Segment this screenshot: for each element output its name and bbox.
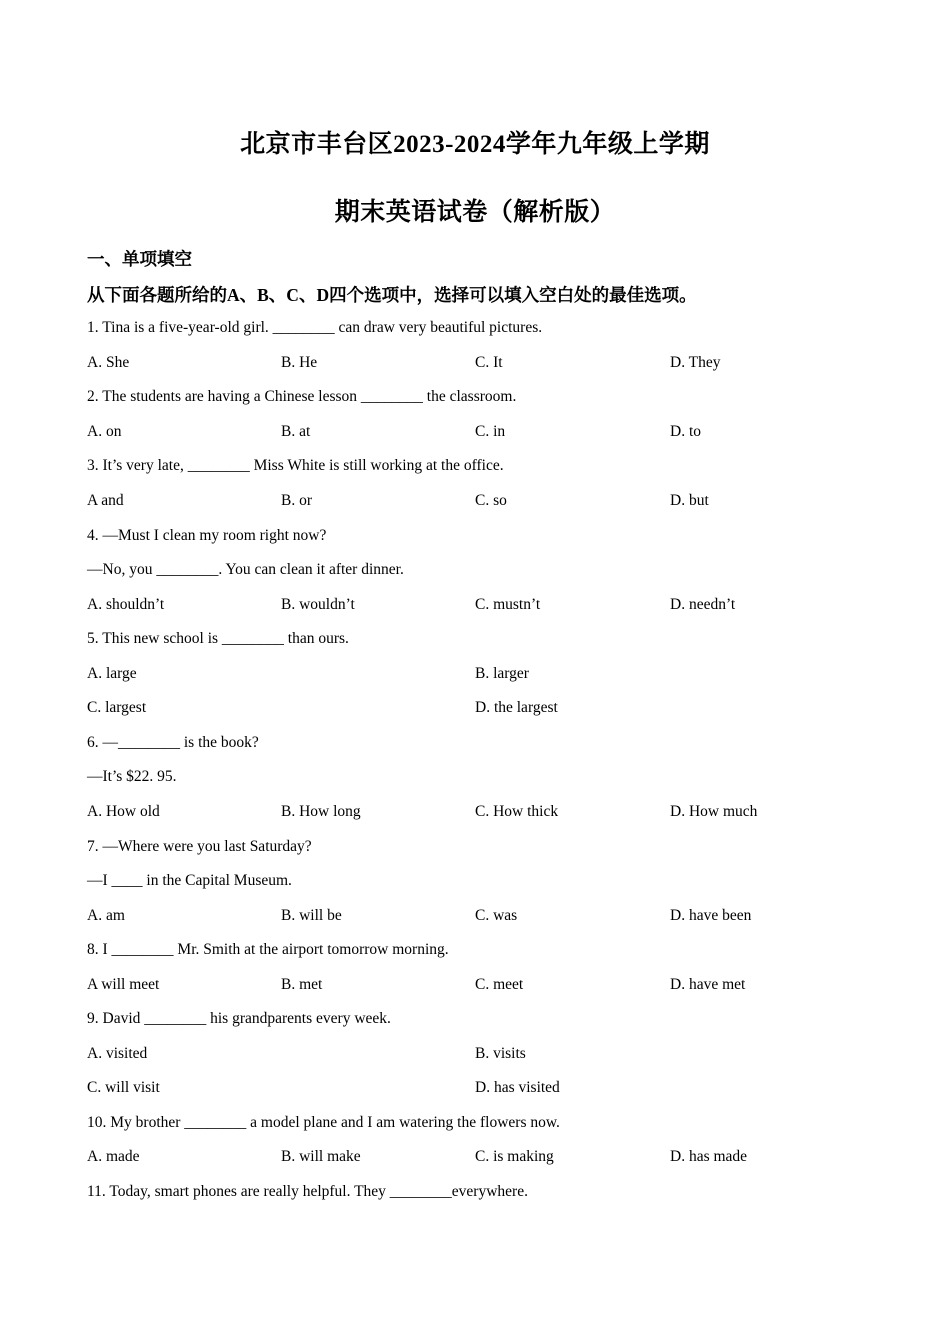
question-4-stem: 4. —Must I clean my room right now?: [87, 527, 327, 544]
question-2-option-c: C. in: [475, 423, 506, 440]
page-title-line-1: 北京市丰台区2023-2024学年九年级上学期: [240, 131, 710, 158]
question-3-stem: 3. It’s very late, ________ Miss White is still working at the office.: [87, 457, 504, 474]
question-3-option-c: C. so: [475, 492, 507, 509]
section-heading: 一、单项填空: [87, 249, 192, 269]
question-7-option-d: D. have been: [670, 907, 752, 924]
question-7-option-b: B. will be: [281, 907, 342, 924]
question-8-option-d: D. have met: [670, 976, 746, 993]
question-1-stem: 1. Tina is a five-year-old girl. ________ can draw very beautiful pictures.: [87, 319, 543, 336]
question-9-option-c: C. will visit: [87, 1079, 160, 1096]
question-5-option-c: C. largest: [87, 699, 147, 716]
question-4-option-c: C. mustn’t: [475, 596, 541, 613]
question-8-option-c: C. meet: [475, 976, 524, 993]
question-4-option-b: B. wouldn’t: [281, 596, 355, 613]
question-9-stem: 9. David ________ his grandparents every week.: [87, 1010, 391, 1027]
question-5-stem: 5. This new school is ________ than ours.: [87, 630, 349, 647]
question-8-stem: 8. I ________ Mr. Smith at the airport tomorrow morning.: [87, 941, 449, 958]
question-4-option-d: D. needn’t: [670, 596, 736, 613]
question-10-option-a: A. made: [87, 1148, 140, 1165]
question-7-option-c: C. was: [475, 907, 518, 924]
question-2-stem: 2. The students are having a Chinese lesson ________ the classroom.: [87, 388, 517, 405]
question-3-option-b: B. or: [281, 492, 312, 509]
question-9-option-b: B. visits: [475, 1045, 526, 1062]
question-10-stem: 10. My brother ________ a model plane and I am watering the flowers now.: [87, 1114, 560, 1131]
question-3-option-d: D. but: [670, 492, 709, 509]
question-4-option-a: A. shouldn’t: [87, 596, 165, 613]
question-6-option-a: A. How old: [87, 803, 160, 820]
question-1-option-d: D. They: [670, 354, 721, 371]
question-7-stem: 7. —Where were you last Saturday?: [87, 838, 312, 855]
question-2-option-d: D. to: [670, 423, 701, 440]
question-3-option-a: A and: [87, 492, 124, 509]
page-title-line-2: 期末英语试卷（解析版）: [334, 199, 616, 226]
question-10-option-c: C. is making: [475, 1148, 554, 1165]
question-11-stem: 11. Today, smart phones are really helpful. They ________everywhere.: [87, 1183, 528, 1200]
question-5-option-a: A. large: [87, 665, 137, 682]
question-8-option-a: A will meet: [87, 976, 160, 993]
question-6-option-b: B. How long: [281, 803, 361, 820]
question-7-stem-reply: —I ____ in the Capital Museum.: [87, 872, 292, 889]
question-10-option-b: B. will make: [281, 1148, 361, 1165]
section-instruction: 从下面各题所给的A、B、C、D四个选项中，选择可以填入空白处的最佳选项。: [87, 285, 697, 305]
question-7-option-a: A. am: [87, 907, 125, 924]
question-1-option-b: B. He: [281, 354, 318, 371]
question-6-option-c: C. How thick: [475, 803, 559, 820]
question-1-option-c: C. It: [475, 354, 503, 371]
question-4-stem-reply: —No, you ________. You can clean it after dinner.: [87, 561, 404, 578]
question-6-stem-reply: —It’s $22. 95.: [87, 768, 177, 785]
question-9-option-a: A. visited: [87, 1045, 148, 1062]
question-5-option-d: D. the largest: [475, 699, 558, 716]
question-6-stem: 6. —________ is the book?: [87, 734, 259, 751]
question-5-option-b: B. larger: [475, 665, 529, 682]
question-10-option-d: D. has made: [670, 1148, 748, 1165]
question-9-option-d: D. has visited: [475, 1079, 560, 1096]
question-1-option-a: A. She: [87, 354, 130, 371]
question-2-option-b: B. at: [281, 423, 311, 440]
question-6-option-d: D. How much: [670, 803, 758, 820]
question-8-option-b: B. met: [281, 976, 323, 993]
question-2-option-a: A. on: [87, 423, 122, 440]
